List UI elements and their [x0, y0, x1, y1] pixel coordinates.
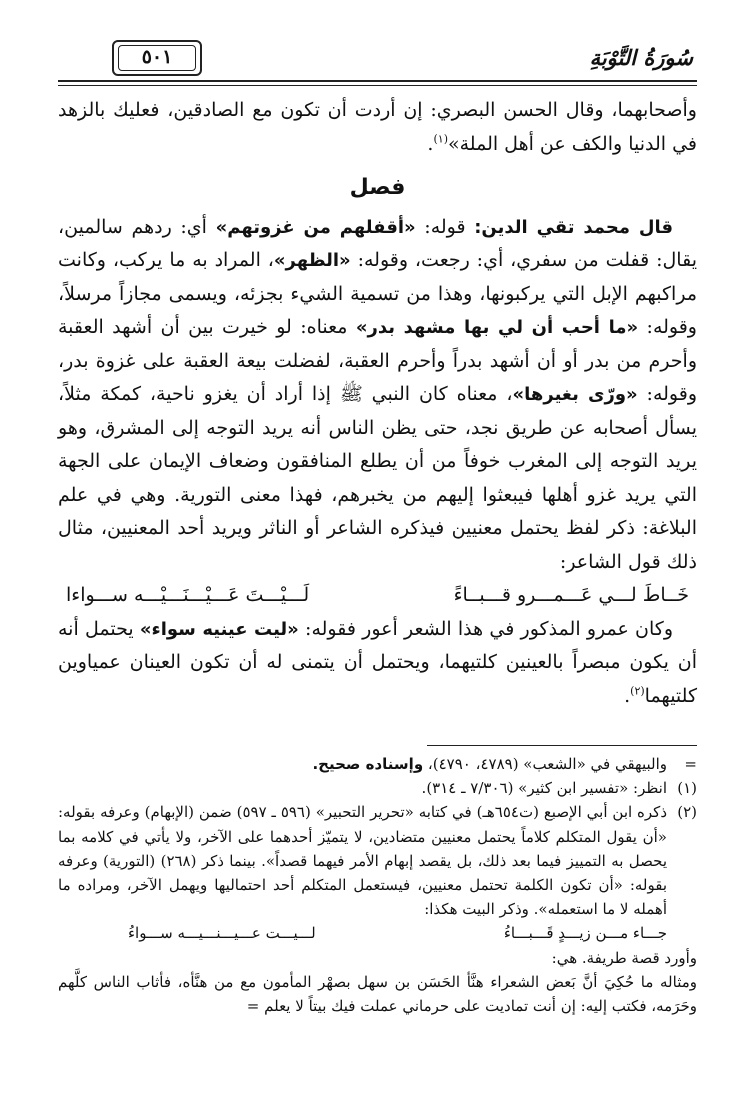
footnote-2: [58, 800, 697, 921]
p3-end: .: [624, 684, 631, 707]
quote-1: «أقفلهم من غزوتهم»: [215, 216, 416, 238]
poem-verse: [58, 579, 697, 613]
header-rule: [58, 80, 697, 82]
header-rule-thin: [58, 85, 697, 86]
surah-name: سُورَةُ التَّوْبَةِ: [589, 45, 693, 70]
footnote-verse: [58, 921, 697, 945]
continuation-body: [58, 752, 667, 776]
footnote-1: [58, 776, 697, 800]
footnote-1-text: انظر: «تفسير ابن كثير» (٧/٣٠٦ ـ ٣١٤).: [421, 779, 667, 798]
continuation-mark: =: [684, 755, 697, 773]
p2-a: قوله:: [415, 215, 475, 238]
footnote-verse-second: لـــيـــت عـــيـــنـــيـــه ســـواءُ: [128, 924, 316, 943]
quote-4: «ورّى بغيرها»: [512, 384, 638, 405]
footnote-1-number: (١): [677, 779, 697, 798]
paragraph-3: [58, 613, 697, 714]
footnote-divider: [427, 745, 697, 746]
footnote-2-text-2: وأورد قصة طريفة. هي:: [551, 948, 697, 967]
footnotes: [58, 752, 697, 1018]
paragraph-1-text: وأصحابهما، وقال الحسن البصري: إن أردت أن تكون مع الصادقين، فعليك بالزهد في الدنيا والكف عن أهل الملة»: [58, 99, 697, 155]
continuation-bold: وإسناده صحيح.: [312, 755, 424, 773]
main-text: [58, 94, 697, 713]
p3-b: يحتمل أنه أن يكون مبصراً بالعينين كلتيهما، ويحتمل أن يتمنى له أن تكون العينان عمياوين كلتيهما: [58, 617, 697, 707]
continuation-text: والبيهقي في «الشعب» (٤٧٨٩، ٤٧٩٠)،: [423, 755, 667, 773]
paragraph-2: [58, 211, 697, 580]
footnote-continuation: [58, 752, 697, 776]
footnote-2-number: (٢): [677, 803, 697, 822]
quote-2: «الظهر»: [273, 250, 351, 271]
p2-d: معناه: لو خيرت بين أن أشهد العقبة وأحرم من بدر أو أن أشهد بدراً وأحرم العقبة، لفضلت بيعة العقبة على غزوة بدر، وقوله:: [58, 316, 697, 405]
p2-b: أي: ردهم سالمين، يقال: قفلت من سفري، أي: رجعت، وقوله:: [58, 215, 697, 271]
footnote-2-text: ذكره ابن أبي الإصبع (ت٦٥٤هـ) في كتابه «تحرير التحبير» (٥٩٦ ـ ٥٩٧) ضمن (الإبهام) وعرفه بقوله: «أن يقول المتكلم كلاماً يحتمل معنيين متضادين، لا يتميّز أحدهما على الآخر، ولا يأتي في كلامه بما يحصل به التمييز فيما بعد ذلك، بل يقصد إبهام الأمر فيهما قصداً». بينما ذكر (٢٦٨) (التورية) وعرفه بقوله: «أن تكون الكلمة تحتمل معنيين، فيستعمل المتكلم أحد احتماليها ويهمل الآخر، ومراده ما أهمله لا ما استعمله». وذكر البيت هكذا:: [58, 803, 668, 919]
footnote-ref-2: (٢): [630, 684, 645, 698]
page-number: ٥٠١: [141, 46, 173, 68]
author-lead: قال محمد تقي الدين:: [474, 216, 674, 238]
paragraph-1: [58, 94, 697, 161]
footnote-ref-1: (١): [433, 132, 448, 146]
p2-e: ، معناه كان النبي ﷺ إذا أراد أن يغزو ناحية، كمكة مثلاً، يسأل أصحابه عن طريق نجد، حتى يظن الناس أنه يريد التوجه إلى المشرق، وهو يريد التوجه إلى المغرب خوفاً من أن يطلع المنافقون وضعاف الإيمان على الجهة التي يريد غزو أهلها فيبعثوا إليهم من يخبرهم، فهذا معنى التورية. وهي في علم البلاغة: ذكر لفظ يحتمل معنيين فيذكره الشاعر أو الناثر ويريد أحد المعنيين، مثال ذلك قول الشاعر:: [58, 383, 697, 573]
p3-a: وكان عمرو المذكور في هذا الشعر أعور فقوله:: [298, 617, 673, 640]
footnote-2-continuation-mark: =: [246, 997, 260, 1016]
page-number-frame: [112, 40, 202, 76]
verse-second-hemistich: لَـــيْـــتَ عَـــيْـــنَـــيْـــه ســـواءا: [66, 584, 310, 606]
footnote-2-text-3: [58, 970, 697, 1018]
quote-3: «ما أحب أن لي بها مشهد بدر»: [355, 317, 639, 338]
footnote-verse-first: جـــاء مـــن زيـــدٍ قَـــبـــاءُ: [503, 924, 667, 943]
quote-5: «ليت عينيه سواء»: [139, 618, 299, 640]
paragraph-1-end: .: [427, 132, 434, 155]
page-header: [0, 0, 755, 90]
verse-first-hemistich: خَــاطَ لـــي عَـــمـــرو قـــبــاءً: [453, 584, 689, 606]
footnote-2-text-3-body: ومثاله ما حُكِيَ أنَّ بَعض الشعراء هنَّأ الحَسَن بن سهل بصهْر المأمون مع من هنَّأه، فأثاب الناس كلَّهم وحَرَمه، فكتب إليه: إن أنت تماديت على حرماني عملت فيك بيتاً لا يعلم: [58, 972, 697, 1016]
section-title: فصل: [349, 175, 406, 200]
p2-c: ، المراد به ما يركب، وكانت مراكبهم الإبل التي يركبونها، وهذا من تسمية الشيء بجزئه، ويسمى مجازاً مرسلاً، وقوله:: [58, 249, 697, 338]
